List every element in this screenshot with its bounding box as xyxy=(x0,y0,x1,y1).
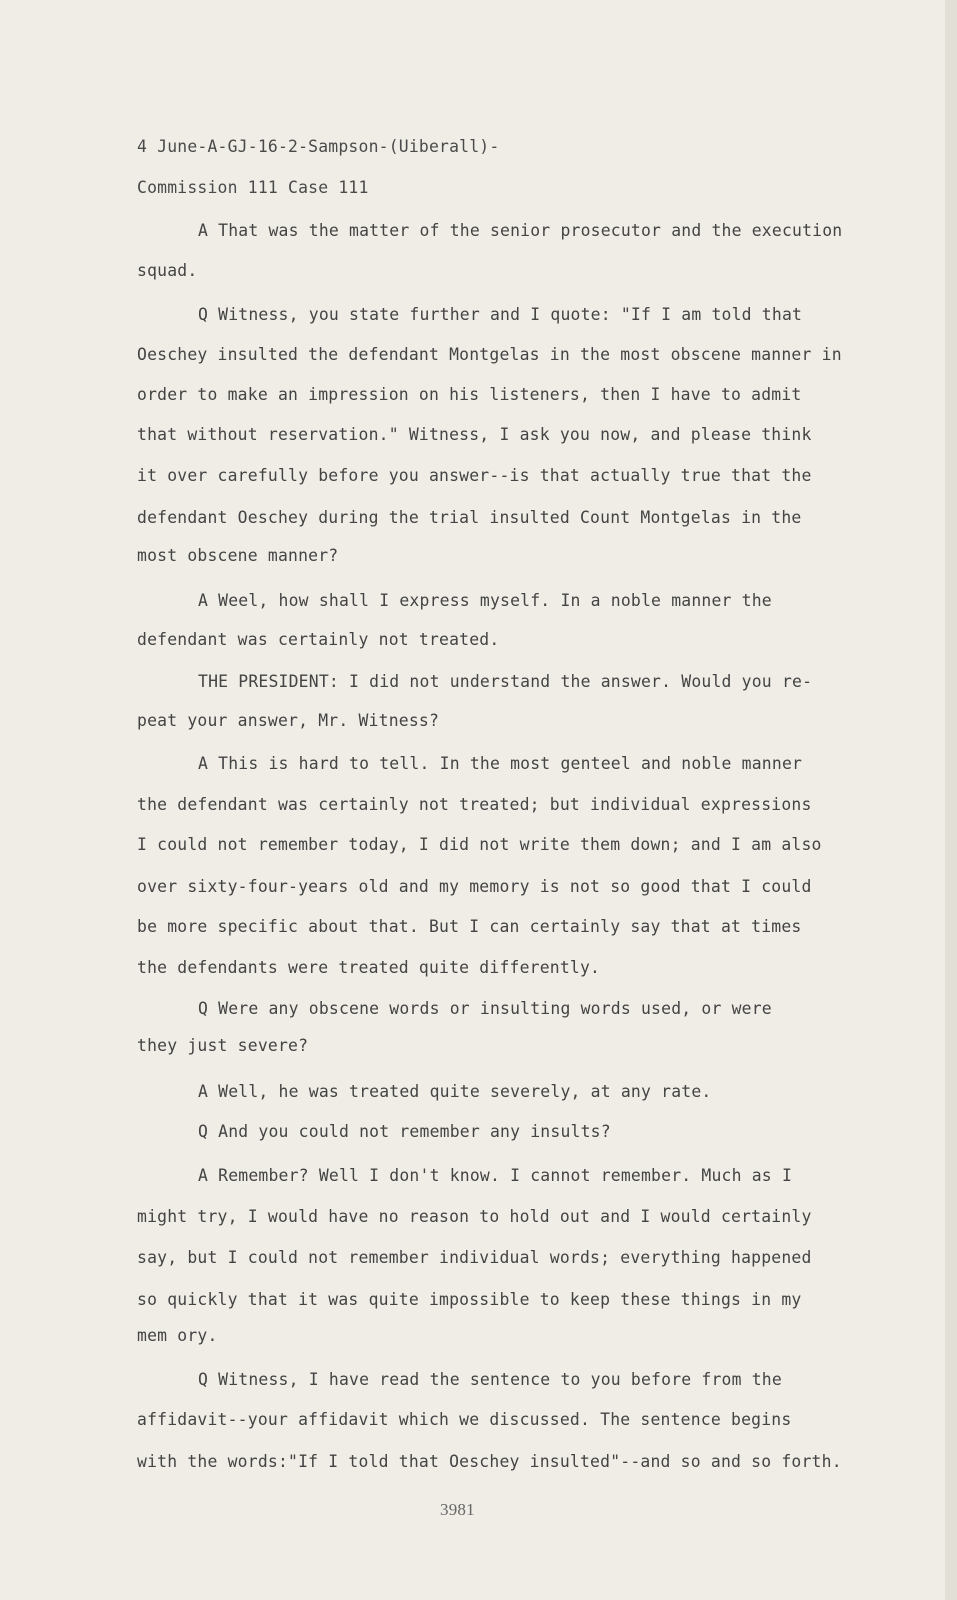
text-line: might try, I would have no reason to hold out and I would certainly xyxy=(137,1207,812,1226)
page-edge xyxy=(945,0,957,1600)
text-line: defendant was certainly not treated. xyxy=(137,630,500,649)
text-line: most obscene manner? xyxy=(137,546,339,565)
text-line: Q Witness, you state further and I quote: "If I am told that xyxy=(198,305,803,324)
header-line-2: Commission 111 Case 111 xyxy=(137,178,369,197)
text-line: THE PRESIDENT: I did not understand the answer. Would you re- xyxy=(198,672,813,691)
text-line: Q Were any obscene words or insulting words used, or were xyxy=(198,999,772,1018)
text-line: so quickly that it was quite impossible to keep these things in my xyxy=(137,1290,802,1309)
text-line: squad. xyxy=(137,261,198,280)
text-line: Q Witness, I have read the sentence to you before from the xyxy=(198,1370,782,1389)
text-line: over sixty-four-years old and my memory is not so good that I could xyxy=(137,877,812,896)
text-line: the defendant was certainly not treated; but individual expressions xyxy=(137,795,812,814)
text-line: Q And you could not remember any insults? xyxy=(198,1122,611,1141)
text-line: they just severe? xyxy=(137,1036,309,1055)
text-line: mem ory. xyxy=(137,1326,218,1345)
header-line-1: 4 June-A-GJ-16-2-Sampson-(Uiberall)- xyxy=(137,137,500,156)
text-line: that without reservation." Witness, I ask you now, and please think xyxy=(137,425,812,444)
text-line: defendant Oeschey during the trial insulted Count Montgelas in the xyxy=(137,508,802,527)
text-line: A Remember? Well I don't know. I cannot remember. Much as I xyxy=(198,1166,793,1185)
text-line: with the words:"If I told that Oeschey insulted"--and so and so forth. xyxy=(137,1452,842,1471)
text-line: A Weel, how shall I express myself. In a noble manner the xyxy=(198,591,772,610)
text-line: the defendants were treated quite differently. xyxy=(137,958,601,977)
text-line: it over carefully before you answer--is that actually true that the xyxy=(137,466,812,485)
text-line: Oeschey insulted the defendant Montgelas in the most obscene manner in xyxy=(137,345,842,364)
text-line: be more specific about that. But I can certainly say that at times xyxy=(137,917,802,936)
text-line: order to make an impression on his listeners, then I have to admit xyxy=(137,385,802,404)
text-line: A That was the matter of the senior prosecutor and the execution xyxy=(198,221,843,240)
text-line: peat your answer, Mr. Witness? xyxy=(137,711,440,730)
page-number: 3981 xyxy=(440,1500,475,1519)
text-line: A Well, he was treated quite severely, at any rate. xyxy=(198,1082,712,1101)
text-line: affidavit--your affidavit which we discussed. The sentence begins xyxy=(137,1410,792,1429)
text-line: say, but I could not remember individual words; everything happened xyxy=(137,1248,812,1267)
text-line: I could not remember today, I did not write them down; and I am also xyxy=(137,835,822,854)
text-line: A This is hard to tell. In the most genteel and noble manner xyxy=(198,754,803,773)
